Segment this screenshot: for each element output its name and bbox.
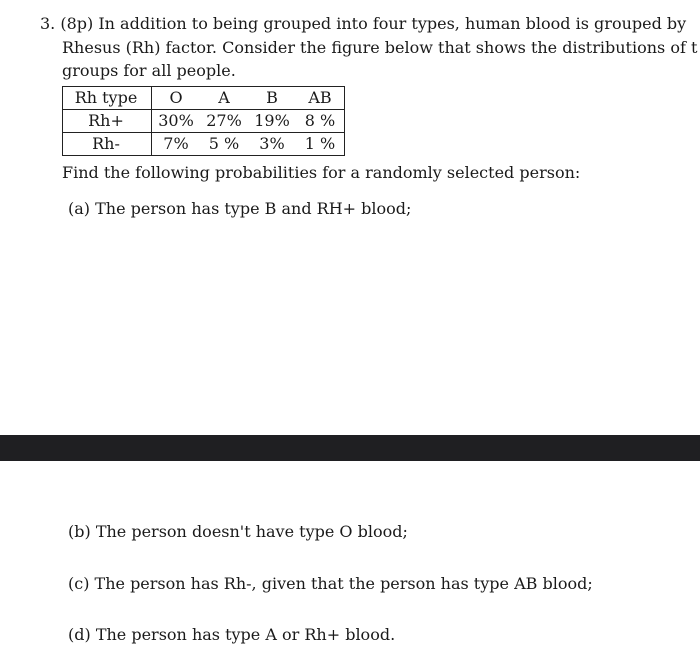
table-cell: 1 % bbox=[296, 133, 345, 156]
table-cell-rh-positive: Rh+ bbox=[63, 110, 152, 133]
table-header-o: O bbox=[152, 87, 201, 110]
table-header-row bbox=[63, 87, 345, 110]
table-cell-rh-negative: Rh- bbox=[63, 133, 152, 156]
question-line-1: 3. (8p) In addition to being grouped into four types, human blood is grouped by bbox=[40, 14, 687, 33]
part-d-text: (d) The person has type A or Rh+ blood. bbox=[68, 625, 396, 644]
dark-divider-bar bbox=[0, 435, 700, 461]
table-cell: 8 % bbox=[296, 110, 345, 133]
part-a-text: (a) The person has type B and RH+ blood; bbox=[68, 199, 412, 218]
part-b-text: (b) The person doesn't have type O blood; bbox=[68, 522, 408, 541]
part-c-text: (c) The person has Rh-, given that the person has type AB blood; bbox=[68, 574, 593, 593]
table-cell: 3% bbox=[248, 133, 296, 156]
instruction-text: Find the following probabilities for a randomly selected person: bbox=[62, 163, 581, 182]
table-cell: 5 % bbox=[200, 133, 248, 156]
table-row bbox=[63, 110, 345, 133]
blood-distribution-table bbox=[62, 86, 345, 156]
question-line-3: groups for all people. bbox=[62, 61, 236, 80]
table-cell: 19% bbox=[248, 110, 296, 133]
table-cell: 27% bbox=[200, 110, 248, 133]
table-row bbox=[63, 133, 345, 156]
table-cell: 7% bbox=[152, 133, 201, 156]
table-header-b: B bbox=[248, 87, 296, 110]
table-header-rh-type: Rh type bbox=[63, 87, 152, 110]
table-header-ab: AB bbox=[296, 87, 345, 110]
table-header-a: A bbox=[200, 87, 248, 110]
question-line-2: Rhesus (Rh) factor. Consider the figure below that shows the distributions of t bbox=[62, 38, 698, 57]
table-cell: 30% bbox=[152, 110, 201, 133]
